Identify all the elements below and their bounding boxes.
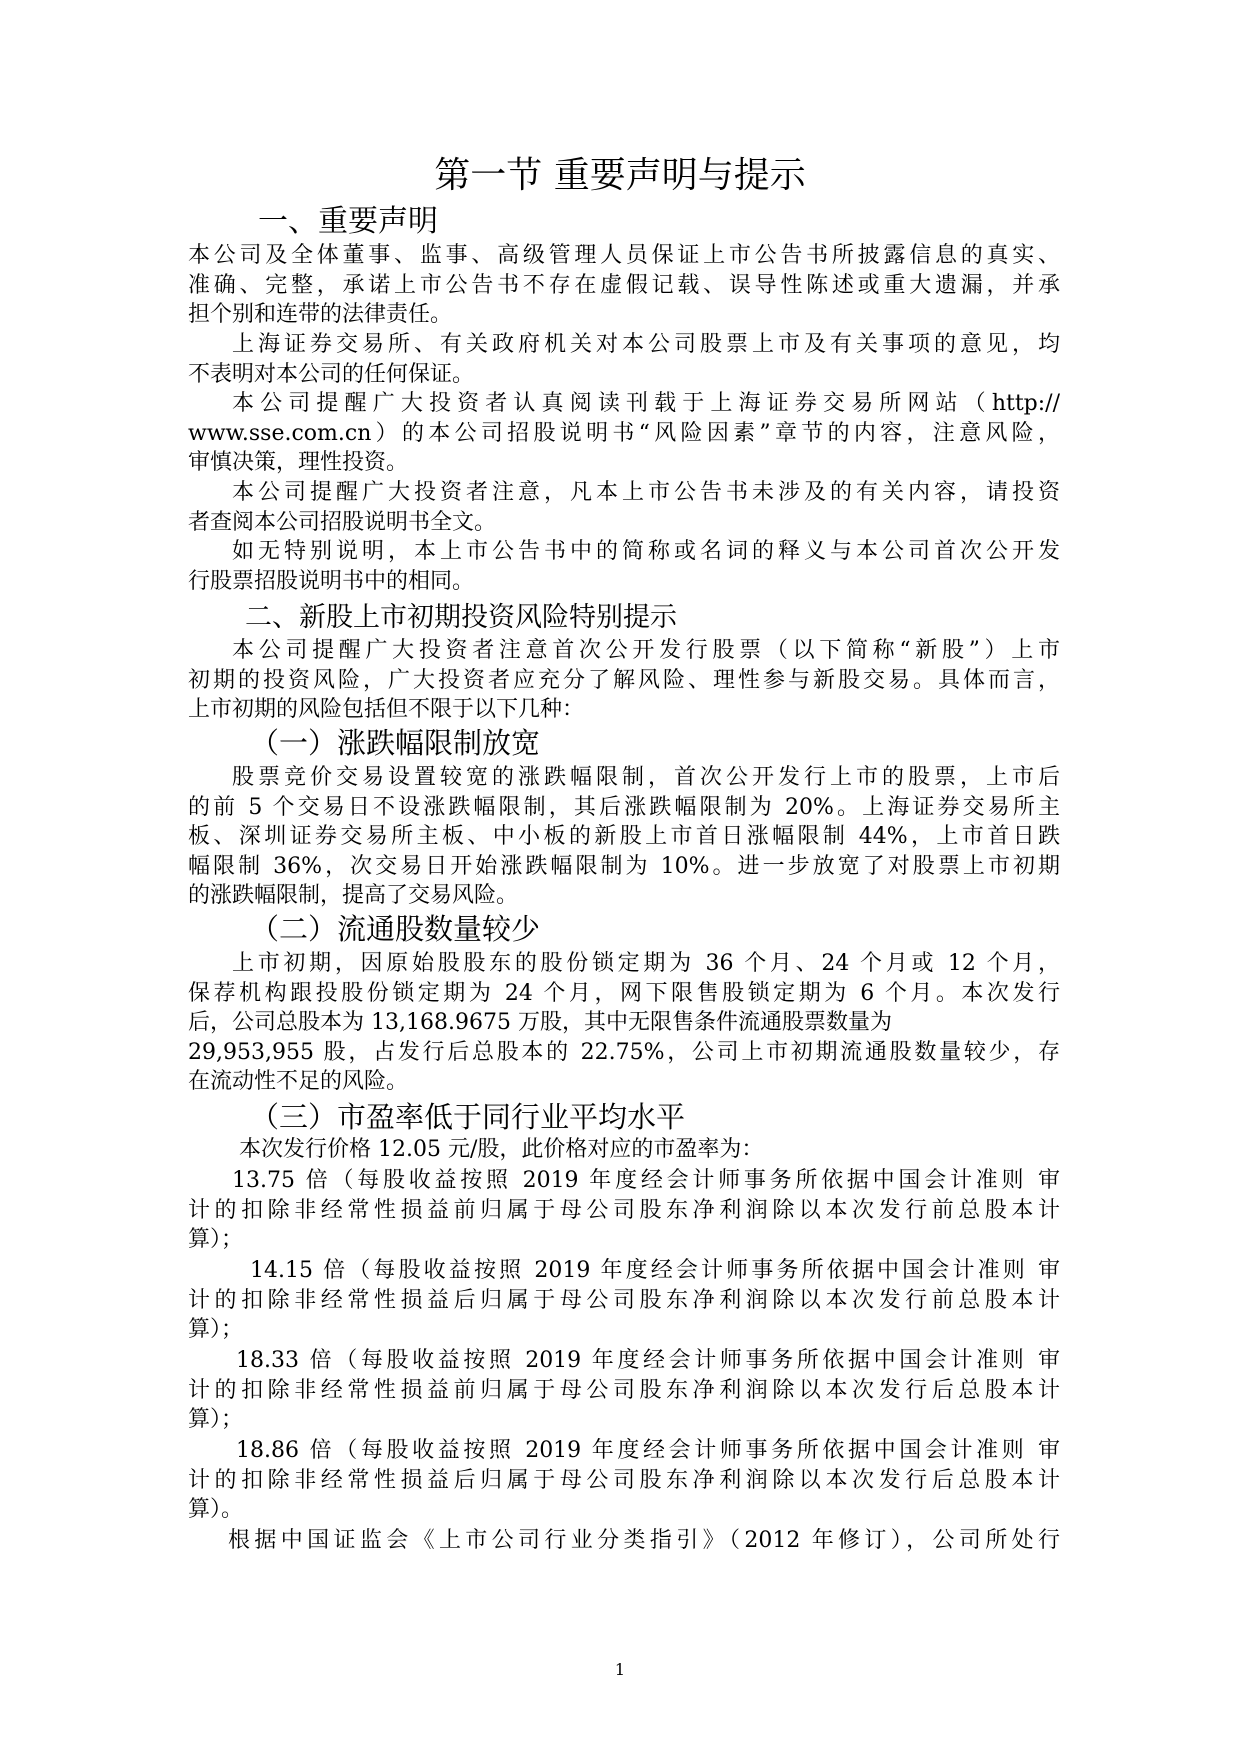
paragraph-line: 14.15 倍（每股收益按照 2019 年度经会计师事务所依据中国会计准则 审	[250, 1258, 1060, 1283]
heading-important-statement: 一、重要声明	[258, 204, 438, 239]
paragraph	[188, 1526, 1060, 1556]
paragraph-line: 的前 5 个交易日不设涨跌幅限制，其后涨跌幅限制为 20%。上海证券交易所主	[188, 794, 1060, 820]
paragraph	[188, 1436, 1060, 1525]
paragraph-line: 股票竞价交易设置较宽的涨跌幅限制，首次公开发行上市的股票，上市后	[232, 765, 1060, 790]
paragraph-line: 审慎决策，理性投资。	[188, 450, 409, 475]
paragraph-line: 行股票招股说明书中的相同。	[188, 568, 475, 594]
paragraph-line: 上市初期，因原始股股东的股份锁定期为 36 个月、24 个月或 12 个月，	[232, 951, 1060, 976]
paragraph-line: 29,953,955 股，占发行后总股本的 22.75%，公司上市初期流通股数量较少，存	[188, 1039, 1060, 1065]
paragraph-line: 板、深圳证券交易所主板、中小板的新股上市首日涨幅限制 44%，上市首日跌	[188, 824, 1060, 849]
paragraph-line: 初期的投资风险，广大投资者应充分了解风险、理性参与新股交易。具体而言，	[188, 667, 1060, 693]
paragraph-line: 后，公司总股本为 13,168.9675 万股，其中无限售条件流通股票数量为	[188, 1010, 892, 1035]
paragraph	[188, 241, 1060, 330]
paragraph-line: 本公司提醒广大投资者注意首次公开发行股票（以下简称“新股”）上市	[232, 638, 1060, 663]
subheading-price-limit: （一）涨跌幅限制放宽	[250, 726, 541, 760]
page-number: 1	[614, 1660, 626, 1679]
paragraph	[188, 1135, 1060, 1165]
section-title: 第一节 重要声明与提示	[434, 155, 806, 196]
paragraph	[188, 537, 1060, 596]
paragraph	[188, 636, 1060, 725]
paragraph-line: www.sse.com.cn）的本公司招股说明书“风险因素”章节的内容，注意风险，	[188, 420, 1060, 446]
paragraph-line: 算）；	[188, 1227, 244, 1252]
paragraph-line: 计的扣除非经常性损益后归属于母公司股东净利润除以本次发行前总股本计	[188, 1287, 1060, 1313]
paragraph-line: 13.75 倍（每股收益按照 2019 年度经会计师事务所依据中国会计准则 审	[232, 1168, 1060, 1193]
paragraph-line: 保荐机构跟投股份锁定期为 24 个月，网下限售股锁定期为 6 个月。本次发行	[188, 980, 1060, 1006]
paragraph-line: 上海证券交易所、有关政府机关对本公司股票上市及有关事项的意见，均	[232, 332, 1060, 357]
paragraph-line: 本公司提醒广大投资者注意，凡本上市公告书未涉及的有关内容，请投资	[232, 480, 1060, 505]
paragraph-line: 的涨跌幅限制，提高了交易风险。	[188, 883, 519, 908]
paragraph-line: 者查阅本公司招股说明书全文。	[188, 509, 497, 535]
paragraph-line: 计的扣除非经常性损益后归属于母公司股东净利润除以本次发行后总股本计	[188, 1467, 1060, 1493]
paragraph	[188, 1256, 1060, 1345]
paragraph	[188, 949, 1060, 1097]
paragraph	[188, 330, 1060, 389]
paragraph-line: 本次发行价格 12.05 元/股，此价格对应的市盈率为：	[239, 1137, 764, 1162]
paragraph	[188, 1346, 1060, 1435]
paragraph-line: 在流动性不足的风险。	[188, 1069, 409, 1094]
paragraph	[188, 1166, 1060, 1255]
paragraph-line: 算）；	[188, 1407, 244, 1432]
paragraph-line: 18.33 倍（每股收益按照 2019 年度经会计师事务所依据中国会计准则 审	[236, 1348, 1060, 1373]
paragraph	[188, 763, 1060, 911]
paragraph-line: 上市初期的风险包括但不限于以下几种：	[188, 697, 585, 722]
paragraph-line: 本公司提醒广大投资者认真阅读刊载于上海证券交易所网站（http://	[232, 391, 1060, 416]
paragraph-line: 如无特别说明，本上市公告书中的简称或名词的释义与本公司首次公开发	[232, 539, 1060, 564]
paragraph-line: 担个别和连带的法律责任。	[188, 302, 453, 327]
paragraph-line: 根据中国证监会《上市公司行业分类指引》（2012 年修订），公司所处行	[228, 1528, 1060, 1553]
paragraph	[188, 389, 1060, 478]
paragraph-line: 准确、完整，承诺上市公告书不存在虚假记载、误导性陈述或重大遗漏，并承	[188, 272, 1060, 298]
heading-new-share-risk: 二、新股上市初期投资风险特别提示	[245, 602, 677, 633]
subheading-float-shares: （二）流通股数量较少	[250, 912, 541, 946]
paragraph-line: 本公司及全体董事、监事、高级管理人员保证上市公告书所披露信息的真实、	[188, 243, 1060, 268]
paragraph-line: 计的扣除非经常性损益前归属于母公司股东净利润除以本次发行后总股本计	[188, 1377, 1060, 1403]
paragraph-line: 幅限制 36%，次交易日开始涨跌幅限制为 10%。进一步放宽了对股票上市初期	[188, 853, 1060, 879]
subheading-pe-ratio: （三）市盈率低于同行业平均水平	[250, 1100, 686, 1134]
paragraph-line: 计的扣除非经常性损益前归属于母公司股东净利润除以本次发行前总股本计	[188, 1197, 1060, 1223]
paragraph-line: 18.86 倍（每股收益按照 2019 年度经会计师事务所依据中国会计准则 审	[236, 1438, 1060, 1463]
paragraph-line: 不表明对本公司的任何保证。	[188, 361, 475, 387]
paragraph-line: 算）。	[188, 1497, 244, 1522]
paragraph-line: 算）；	[188, 1317, 244, 1342]
paragraph	[188, 478, 1060, 537]
